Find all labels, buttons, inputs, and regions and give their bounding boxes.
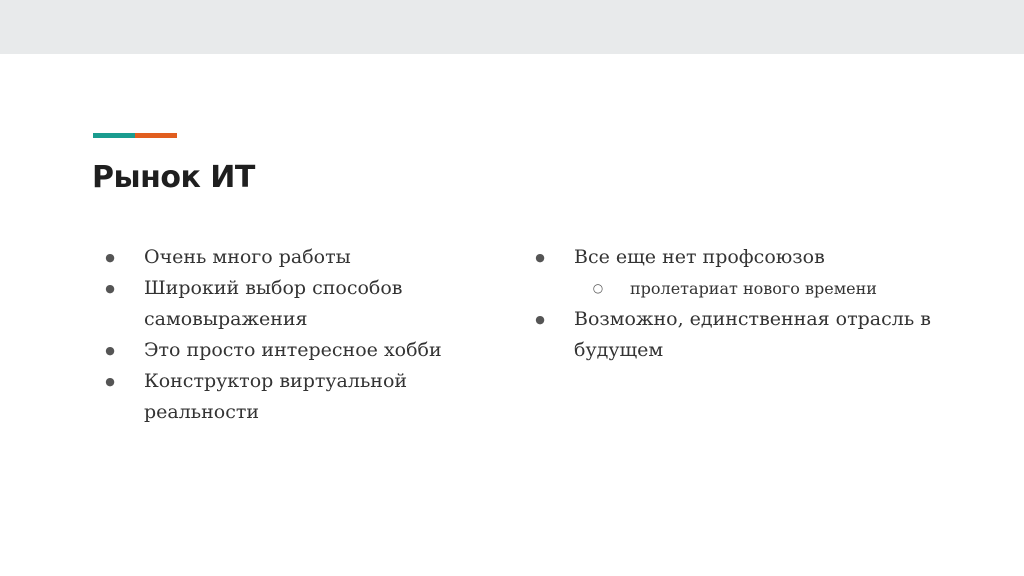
bullet-dot-icon: ● <box>535 313 545 326</box>
bullet-dot-icon: ● <box>535 251 545 264</box>
bullet-text: Конструктор виртуальной реальности <box>144 370 408 423</box>
right-bullet-list <box>530 242 950 366</box>
top-bar <box>0 0 1024 54</box>
title-accent-teal <box>93 133 135 138</box>
bullet-dot-icon: ● <box>105 282 115 295</box>
left-bullet-list <box>100 242 480 428</box>
sub-bullet-item <box>530 273 950 304</box>
bullet-dot-icon: ● <box>105 344 115 357</box>
bullet-item <box>100 242 480 273</box>
bullet-text: Широкий выбор способов самовыражения <box>144 277 403 330</box>
sub-bullet-text: пролетариат нового времени <box>630 279 877 298</box>
bullet-item <box>100 335 480 366</box>
bullet-text: Это просто интересное хобби <box>144 339 442 361</box>
title-accent-orange <box>135 133 177 138</box>
bullet-dot-icon: ● <box>105 251 115 264</box>
sub-bullet-circle-icon: ○ <box>592 281 604 295</box>
bullet-dot-icon: ● <box>105 375 115 388</box>
bullet-item <box>530 242 950 273</box>
slide-title: Рынок ИТ <box>92 160 255 195</box>
bullet-item <box>530 304 950 366</box>
bullet-text: Все еще нет профсоюзов <box>574 246 825 268</box>
bullet-item <box>100 273 480 335</box>
bullet-item <box>100 366 480 428</box>
bullet-text: Очень много работы <box>144 246 351 268</box>
bullet-text: Возможно, единственная отрасль в будущем <box>574 308 931 361</box>
